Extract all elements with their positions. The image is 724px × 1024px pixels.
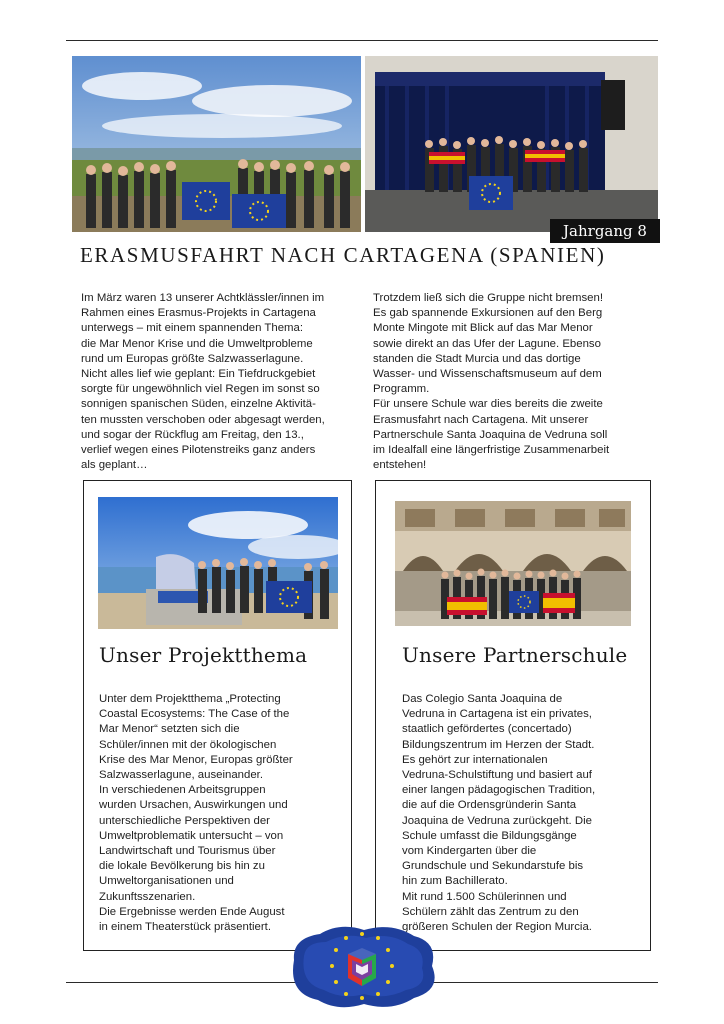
erasmus-logo-icon bbox=[282, 920, 442, 1012]
top-divider bbox=[66, 40, 658, 41]
year-badge: Jahrgang 8 bbox=[550, 219, 660, 243]
photo-group-hill bbox=[72, 56, 361, 232]
box-partner-title: Unsere Partnerschule bbox=[402, 643, 628, 667]
box-partner-school bbox=[375, 480, 651, 951]
box-project-title: Unser Projektthema bbox=[99, 643, 308, 667]
photo-group-stage bbox=[365, 56, 658, 232]
photo-courtyard-group bbox=[395, 501, 631, 626]
box-partner-text: Das Colegio Santa Joaquina de Vedruna in Cartagena ist ein privates, staatlich gefördertes (concertado) Bildungszentrum im Herzen der Stadt. Es gehört zur internationalen Vedruna-Schulstiftung und basiert auf einer langen pädagogischen Tradition, die auf die Ordensgründerin Santa Joaquina de Vedruna zurückgeht. Die Schule umfasst die Bildungsgänge vom Kindergarten über die Grundschule und Sekundarstufe bis hin zum Bachillerato. Mit rund 1.500 Schülerinnen und Schülern zählt das Zentrum zu den größeren Schulen der Region Murcia. bbox=[402, 693, 596, 934]
box-project-topic bbox=[83, 480, 352, 951]
intro-text-right: Trotzdem ließ sich die Gruppe nicht bremsen! Es gab spannende Exkursionen auf den Berg Monte Mingote mit Blick auf das Mar Menor sowie direkt an das Ufer der Lagune. Ebenso standen die Stadt Murcia und das dortige Wasser- und Wissenschaftsmuseum auf dem Programm. Für unsere Schule war dies bereits die zweite Erasmusfahrt nach Cartagena. Mit unserer Partnerschule Santa Joaquina de Vedruna soll im Idealfall eine längerfristige Zusammenarbeit entstehen! bbox=[373, 292, 610, 472]
box-project-text: Unter dem Projektthema „Protecting Coastal Ecosystems: The Case of the Mar Menor“ setzten sich die Schüler/innen mit der ökologischen Krise des Mar Menor, Europas größter Salzwasserlagune, auseinander. In verschiedenen Arbeitsgruppen wurden Ursachen, Auswirkungen und unterschiedliche Perspektiven der Umweltproblematik untersucht – von Landwirtschaft und Tourismus über die lokale Bevölkerung bis hin zu Umweltorganisationen und Zukunftsszenarien. Die Ergebnisse werden Ende August in einem Theaterstück präsentiert. bbox=[99, 693, 293, 934]
intro-text-left: Im März waren 13 unserer Achtklässler/innen im Rahmen eines Erasmus-Projekts in Cartagena unterwegs – mit einem spannenden Thema: die Mar Menor Krise und die Umweltprobleme rund um Europas größte Salzwasserlagune. Nicht alles lief wie geplant: Ein Tiefdruckgebiet sorgte für ungewöhnlich viel Regen im sonst so sonnigen spanischen Süden, einzelne Aktivitä- ten mussten verschoben oder abgesagt werden, und sogar der Rückflug am Freitag, den 13., verlief wegen eines Pilotenstreiks ganz anders als geplant… bbox=[81, 292, 325, 472]
photo-lagoon-group bbox=[98, 497, 338, 629]
article-headline: ERASMUSFAHRT NACH CARTAGENA (SPANIEN) bbox=[80, 243, 606, 267]
